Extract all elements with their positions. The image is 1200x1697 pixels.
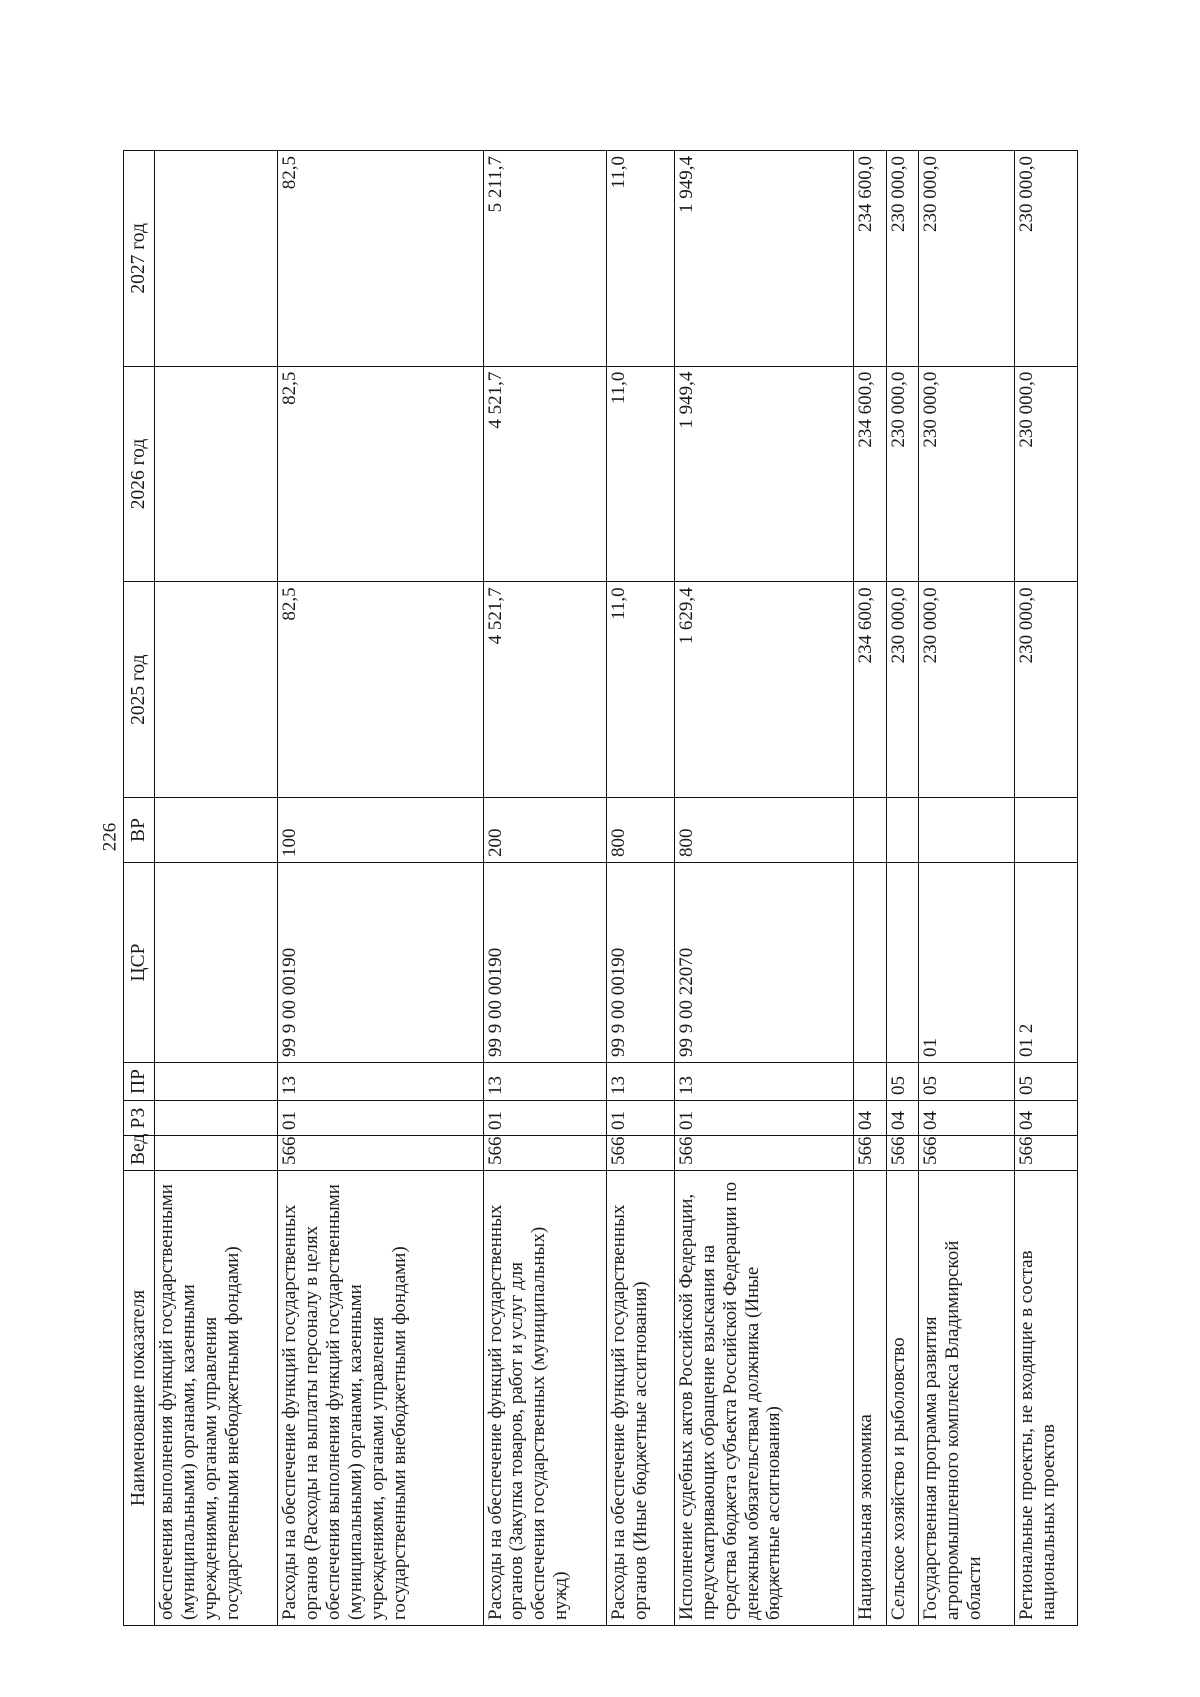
cell-2026: 230 000,0 bbox=[918, 366, 1014, 582]
cell-name: Государственная программа развития агропромышленного комплекса Владимирской области bbox=[918, 1170, 1014, 1625]
table-row bbox=[674, 150, 853, 1625]
cell-pr: 05 bbox=[1014, 1062, 1077, 1100]
table-row bbox=[1014, 150, 1077, 1625]
cell-name: Исполнение судебных актов Российской Федерации, предусматривающих обращение взыскания на средства бюджета субъекта Российской Федерации по денежным обязательствам должника (Иные бюджетные ассигнования) bbox=[674, 1170, 853, 1625]
cell-name: Национальная экономика bbox=[853, 1170, 886, 1625]
cell-name: Расходы на обеспечение функций государственных органов (Иные бюджетные ассигнования) bbox=[606, 1170, 674, 1625]
table-row bbox=[918, 150, 1014, 1625]
cell-pr: 05 bbox=[918, 1062, 1014, 1100]
cell-2025: 230 000,0 bbox=[886, 581, 919, 797]
cell-vr: 800 bbox=[674, 797, 853, 862]
cell-pr: 13 bbox=[277, 1062, 482, 1100]
cell-pr: 05 bbox=[886, 1062, 919, 1100]
cell-vr: 800 bbox=[606, 797, 674, 862]
cell-rz: 01 bbox=[674, 1100, 853, 1135]
page-number: 226 bbox=[99, 822, 121, 852]
header-rz: РЗ bbox=[123, 1100, 154, 1135]
cell-2026: 230 000,0 bbox=[886, 366, 919, 582]
table-row bbox=[853, 150, 886, 1625]
table-row bbox=[277, 150, 482, 1625]
header-2027: 2027 год bbox=[123, 150, 154, 366]
cell-name: Региональные проекты, не входящие в состав национальных проектов bbox=[1014, 1170, 1077, 1625]
cell-2027: 11,0 bbox=[606, 150, 674, 366]
cell-csr: 99 9 00 00190 bbox=[277, 862, 482, 1062]
cell-ved: 566 bbox=[886, 1135, 919, 1170]
cell-2026: 234 600,0 bbox=[853, 366, 886, 582]
cell-rz: 04 bbox=[886, 1100, 919, 1135]
cell-rz: 04 bbox=[918, 1100, 1014, 1135]
header-vr: ВР bbox=[123, 797, 154, 862]
cell-csr bbox=[154, 862, 277, 1062]
cell-pr bbox=[154, 1062, 277, 1100]
cell-2026 bbox=[154, 366, 277, 582]
cell-pr: 13 bbox=[483, 1062, 606, 1100]
cell-2026: 11,0 bbox=[606, 366, 674, 582]
cell-2027: 5 211,7 bbox=[483, 150, 606, 366]
cell-rz: 01 bbox=[483, 1100, 606, 1135]
header-pr: ПР bbox=[123, 1062, 154, 1100]
cell-2025: 82,5 bbox=[277, 581, 482, 797]
cell-vr bbox=[918, 797, 1014, 862]
table-row bbox=[154, 150, 277, 1625]
cell-2026: 230 000,0 bbox=[1014, 366, 1077, 582]
cell-2025: 4 521,7 bbox=[483, 581, 606, 797]
cell-2027: 230 000,0 bbox=[886, 150, 919, 366]
cell-ved: 566 bbox=[606, 1135, 674, 1170]
cell-csr: 01 bbox=[918, 862, 1014, 1062]
cell-ved: 566 bbox=[674, 1135, 853, 1170]
cell-2025: 230 000,0 bbox=[1014, 581, 1077, 797]
cell-name: Сельское хозяйство и рыболовство bbox=[886, 1170, 919, 1625]
header-ved: Вед bbox=[123, 1135, 154, 1170]
cell-vr bbox=[886, 797, 919, 862]
cell-vr: 100 bbox=[277, 797, 482, 862]
cell-2025: 230 000,0 bbox=[918, 581, 1014, 797]
cell-csr: 01 2 bbox=[1014, 862, 1077, 1062]
cell-2025: 234 600,0 bbox=[853, 581, 886, 797]
cell-vr bbox=[1014, 797, 1077, 862]
cell-2027: 1 949,4 bbox=[674, 150, 853, 366]
cell-csr: 99 9 00 00190 bbox=[606, 862, 674, 1062]
cell-csr: 99 9 00 22070 bbox=[674, 862, 853, 1062]
rotated-table-container bbox=[123, 151, 1078, 1626]
header-2025: 2025 год bbox=[123, 581, 154, 797]
table-row bbox=[483, 150, 606, 1625]
cell-name: обеспечения выполнения функций государственными (муниципальными) органами, казенными учреждениями, органами управления государственными внебюджетными фондами) bbox=[154, 1170, 277, 1625]
cell-pr: 13 bbox=[606, 1062, 674, 1100]
cell-rz: 01 bbox=[277, 1100, 482, 1135]
cell-ved: 566 bbox=[483, 1135, 606, 1170]
cell-vr bbox=[853, 797, 886, 862]
header-2026: 2026 год bbox=[123, 366, 154, 582]
cell-2025: 11,0 bbox=[606, 581, 674, 797]
cell-csr bbox=[853, 862, 886, 1062]
cell-2025: 1 629,4 bbox=[674, 581, 853, 797]
cell-pr bbox=[853, 1062, 886, 1100]
table-row bbox=[606, 150, 674, 1625]
cell-2027: 230 000,0 bbox=[918, 150, 1014, 366]
table-row bbox=[886, 150, 919, 1625]
cell-ved: 566 bbox=[853, 1135, 886, 1170]
cell-2026: 4 521,7 bbox=[483, 366, 606, 582]
budget-table bbox=[123, 150, 1078, 1626]
cell-vr bbox=[154, 797, 277, 862]
cell-2026: 82,5 bbox=[277, 366, 482, 582]
cell-ved: 566 bbox=[918, 1135, 1014, 1170]
cell-vr: 200 bbox=[483, 797, 606, 862]
cell-2027: 234 600,0 bbox=[853, 150, 886, 366]
cell-2027: 82,5 bbox=[277, 150, 482, 366]
cell-rz: 01 bbox=[606, 1100, 674, 1135]
cell-2027 bbox=[154, 150, 277, 366]
header-csr: ЦСР bbox=[123, 862, 154, 1062]
cell-pr: 13 bbox=[674, 1062, 853, 1100]
header-name: Наименование показателя bbox=[123, 1170, 154, 1625]
cell-2025 bbox=[154, 581, 277, 797]
table-header-row bbox=[123, 150, 154, 1625]
cell-2026: 1 949,4 bbox=[674, 366, 853, 582]
cell-name: Расходы на обеспечение функций государственных органов (Расходы на выплаты персоналу в целях обеспечения выполнения функций государственными (муниципальными) органами, казенными учреждениями, органами управления государственными внебюджетными фондами) bbox=[277, 1170, 482, 1625]
cell-rz: 04 bbox=[1014, 1100, 1077, 1135]
cell-rz: 04 bbox=[853, 1100, 886, 1135]
cell-csr: 99 9 00 00190 bbox=[483, 862, 606, 1062]
cell-name: Расходы на обеспечение функций государственных органов (Закупка товаров, работ и услуг для обеспечения государственных (муниципальных) нужд) bbox=[483, 1170, 606, 1625]
cell-rz bbox=[154, 1100, 277, 1135]
cell-ved bbox=[154, 1135, 277, 1170]
cell-2027: 230 000,0 bbox=[1014, 150, 1077, 366]
cell-csr bbox=[886, 862, 919, 1062]
cell-ved: 566 bbox=[277, 1135, 482, 1170]
cell-ved: 566 bbox=[1014, 1135, 1077, 1170]
